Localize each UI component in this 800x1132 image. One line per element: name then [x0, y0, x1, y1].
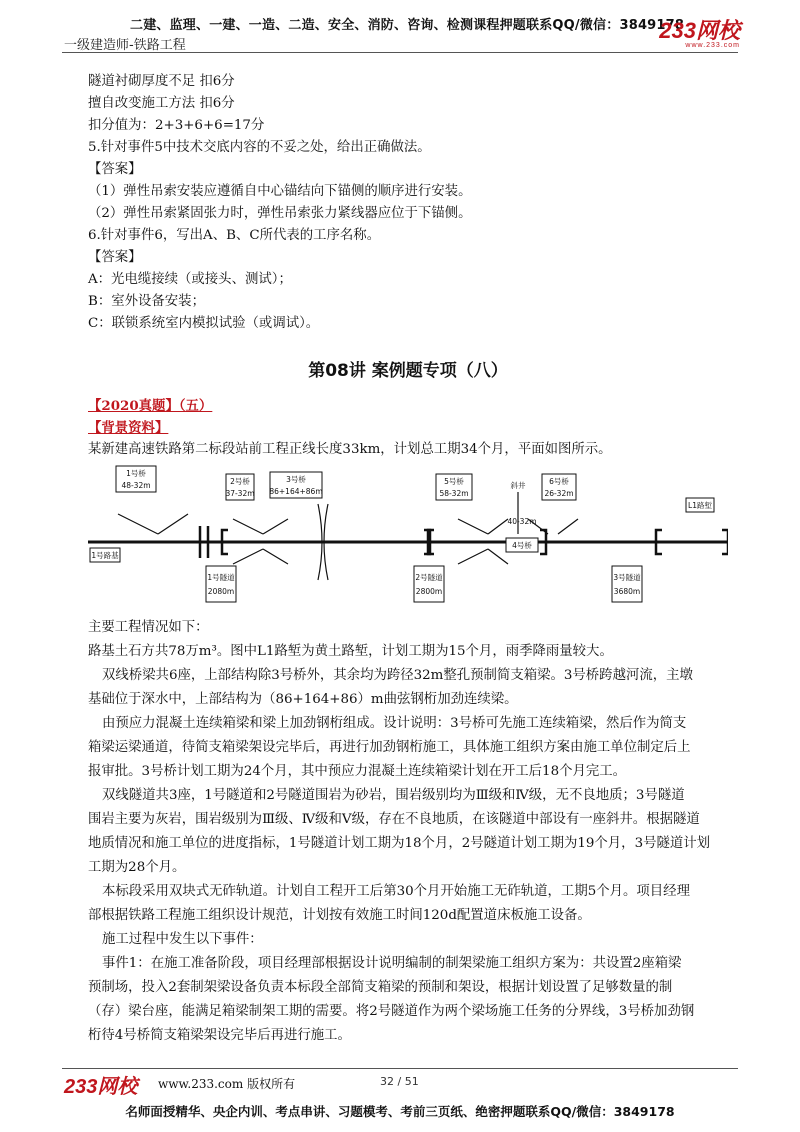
- body-line: 【答案】: [88, 162, 142, 177]
- paragraph-line: 围岩主要为灰岩，围岩级别为Ⅲ级、Ⅳ级和Ⅴ级，存在不良地质，在该隧道中部设有一座斜井。根据隧道: [88, 812, 700, 827]
- start-label: 1号路基: [91, 551, 119, 560]
- footer-site: www.233.com 版权所有: [158, 1077, 296, 1091]
- body-line: A：光电缆接续（或接头、测试）；: [88, 272, 292, 287]
- footer-promo: 名师面授精华、央企内训、考点串讲、习题模考、考前三页纸、绝密押题联系QQ/微信：3849178: [125, 1104, 675, 1119]
- header-subtitle: 一级建造师-铁路工程: [64, 38, 186, 53]
- paragraph-line: 本标段采用双块式无砟轨道。计划自工程开工后第30个月开始施工无砟轨道，工期5个月。项目经理: [102, 884, 690, 899]
- page-number: 32 / 51: [380, 1075, 419, 1088]
- paragraph-line: 事件1：在施工准备阶段，项目经理部根据设计说明编制的制架梁施工组织方案为：共设置2座箱梁: [102, 956, 682, 971]
- tunnel1-box: [206, 566, 236, 602]
- header-divider: [62, 52, 738, 53]
- tunnel3-label: 3号隧道: [613, 573, 641, 582]
- tunnel1-label: 1号隧道: [207, 573, 235, 582]
- intro-text: 某新建高速铁路第二标段站前工程正线长度33km，计划总工期34个月，平面如图所示。: [88, 442, 612, 457]
- tunnel3-length: 3680m: [613, 587, 641, 596]
- header-promo: 二建、监理、一建、一造、二造、安全、消防、咨询、检测课程押题联系QQ/微信：3849178: [130, 18, 685, 33]
- paragraph-line: 双线桥梁共6座，上部结构除3号桥外，其余均为跨径32m整孔预制简支箱梁。3号桥跨越河流，主墩: [102, 668, 693, 683]
- shaft-label: 斜井: [510, 481, 526, 490]
- bridge1-label: 1号桥: [126, 469, 146, 478]
- paragraph-line: （存）梁台座，能满足箱梁制架工期的需要。将2号隧道作为两个梁场施工任务的分界线，3号桥加劲钢: [88, 1004, 695, 1019]
- exam-tag: 【2020真题】（五）: [88, 398, 213, 414]
- tunnel2-length: 2800m: [415, 587, 443, 596]
- tunnel1-length: 2080m: [207, 587, 235, 596]
- bridge2-span: 37-32m: [225, 489, 255, 498]
- bridge4-span: 40-32m: [507, 517, 537, 526]
- roadcut-label: L1路堑: [688, 501, 712, 510]
- background-tag: 【背景资料】: [88, 420, 169, 436]
- paragraph-line: 工期为28个月。: [88, 860, 186, 875]
- body-line: 扣分值为：2+3+6+6=17分: [88, 118, 265, 133]
- paragraph-line: 桁待4号桥简支箱梁架设完毕后再进行施工。: [88, 1028, 351, 1043]
- bridge6-span: 26-32m: [544, 489, 574, 498]
- paragraph-line: 路基土石方共78万m³。图中L1路堑为黄土路堑，计划工期为15个月，雨季降雨量较大。: [88, 644, 613, 659]
- body-line: 隧道衬砌厚度不足 扣6分: [88, 74, 235, 89]
- paragraph-line: 基础位于深水中，上部结构为（86+164+86）m曲弦钢桁加劲连续梁。: [88, 692, 518, 707]
- footer-logo: 233网校: [64, 1076, 138, 1098]
- paragraph-line: 由预应力混凝土连续箱梁和梁上加劲钢桁组成。设计说明：3号桥可先施工连续箱梁，然后作为简支: [102, 716, 687, 731]
- tunnel3-box: [612, 566, 642, 602]
- paragraph-line: 箱梁运梁通道，待简支箱梁架设完毕后，再进行加劲钢桁施工，具体施工组织方案由施工单位制定后上: [88, 740, 691, 755]
- body-line: 【答案】: [88, 250, 142, 265]
- tunnel2-label: 2号隧道: [415, 573, 443, 582]
- paragraph-line: 地质情况和施工单位的进度指标，1号隧道计划工期为18个月，2号隧道计划工期为19个月，3号隧道计划: [88, 836, 711, 851]
- works-label: 主要工程情况如下：: [88, 620, 209, 635]
- bridge3-span: 86+164+86m: [269, 487, 323, 496]
- bridge5-span: 58-32m: [439, 489, 469, 498]
- body-line: （1）弹性吊索安装应遵循自中心锚结向下锚侧的顺序进行安装。: [88, 184, 472, 199]
- paragraph-line: 施工过程中发生以下事件：: [102, 932, 263, 947]
- bridge5-label: 5号桥: [444, 477, 464, 486]
- body-line: C：联锁系统室内模拟试验（或调试）。: [88, 316, 320, 331]
- tunnel-mid-label: 4号桥: [512, 541, 532, 550]
- body-line: 6.针对事件6，写出A、B、C所代表的工序名称。: [88, 228, 381, 243]
- bridge3-label: 3号桥: [286, 475, 306, 484]
- bridge6-label: 6号桥: [549, 477, 569, 486]
- body-line: 5.针对事件5中技术交底内容的不妥之处，给出正确做法。: [88, 140, 431, 155]
- paragraph-line: 预制场，投入2套制架梁设备负责本标段全部简支箱梁的预制和架设，根据计划设置了足够数量的制: [88, 980, 673, 995]
- footer-divider: [62, 1068, 738, 1069]
- bridge1-span: 48-32m: [121, 481, 151, 490]
- brand-logo: 233网校 www.233.com: [659, 18, 740, 49]
- route-plan-diagram: [88, 464, 728, 604]
- body-line: B：室外设备安装；: [88, 294, 205, 309]
- paragraph-line: 双线隧道共3座，1号隧道和2号隧道围岩为砂岩，围岩级别均为Ⅲ级和Ⅳ级，无不良地质；3号隧道: [102, 788, 685, 803]
- body-line: （2）弹性吊索紧固张力时，弹性吊索张力紧线器应位于下锚侧。: [88, 206, 472, 221]
- paragraph-line: 部根据铁路工程施工组织设计规范，计划按有效施工时间120d配置道床板施工设备。: [88, 908, 591, 923]
- bridge2-label: 2号桥: [230, 477, 250, 486]
- tunnel2-box: [414, 566, 444, 602]
- body-line: 擅自改变施工方法 扣6分: [88, 96, 235, 111]
- paragraph-line: 报审批。3号桥计划工期为24个月，其中预应力混凝土连续箱梁计划在开工后18个月完工。: [88, 764, 627, 779]
- section-title: 第08讲 案例题专项（八）: [308, 361, 508, 381]
